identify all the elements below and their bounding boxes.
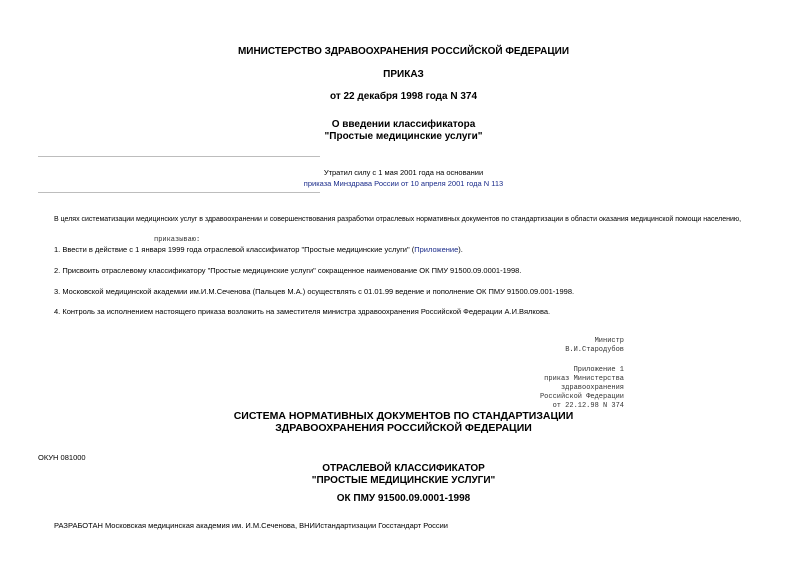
classifier-code: ОК ПМУ 91500.09.0001-1998	[336, 493, 471, 504]
item-4: 4. Контроль за исполнением настоящего приказа возложить на заместителя министра здравоохранения Российской Федерации А.И.Вялкова.	[54, 307, 551, 316]
signature-name: В.И.Стародубов	[565, 346, 624, 354]
system-title-line2: ЗДРАВООХРАНЕНИЯ РОССИЙСКОЙ ФЕДЕРАЦИИ	[275, 422, 532, 434]
item-3: 3. Московской медицинской академии им.И.М.Сеченова (Пальцев М.А.) осуществлять с 01.01.99 ведение и пополнение ОК ПМУ 91500.09.001-1998.	[54, 287, 575, 296]
okun-code: ОКУН 081000	[38, 453, 86, 462]
item-1	[54, 245, 463, 254]
status-lost-force: Утратил силу с 1 мая 2001 года на основании	[323, 168, 484, 177]
order-word: приказываю:	[154, 236, 201, 244]
bottom-rule	[38, 192, 320, 193]
item-1-end: ).	[458, 245, 463, 254]
top-rule	[38, 156, 320, 157]
developed-by: РАЗРАБОТАН Московская медицинская академия им. И.М.Сеченова, ВНИИстандартизации Госстандарт России	[54, 521, 448, 530]
appendix-ref-line4: Российской Федерации	[539, 393, 624, 401]
header-date-number: от 22 декабря 1998 года N 374	[329, 91, 478, 102]
item-1-text: 1. Ввести в действие с 1 января 1999 года отраслевой классификатор "Простые медицинские услуги" (	[54, 245, 415, 254]
header-doc-type: ПРИКАЗ	[383, 69, 424, 80]
signature-position: Министр	[594, 337, 624, 345]
appendix-ref-line1: Приложение 1	[573, 366, 624, 374]
appendix-reference	[470, 366, 624, 411]
appendix-ref-line5: от 22.12.98 N 374	[552, 402, 624, 410]
status-basis-link[interactable]: приказа Минздрава России от 10 апреля 2001 года N 113	[303, 179, 504, 188]
signature	[470, 337, 624, 355]
appendix-ref-line2: приказ Министерства	[544, 375, 624, 383]
appendix-link[interactable]: Приложение	[414, 245, 459, 254]
system-title-line1: СИСТЕМА НОРМАТИВНЫХ ДОКУМЕНТОВ ПО СТАНДАРТИЗАЦИИ	[233, 410, 574, 422]
classifier-line2: "ПРОСТЫЕ МЕДИЦИНСКИЕ УСЛУГИ"	[311, 475, 496, 486]
classifier-line1: ОТРАСЛЕВОЙ КЛАССИФИКАТОР	[322, 463, 485, 474]
item-2: 2. Присвоить отраслевому классификатору "Простые медицинские услуги" сокращенное наименование ОК ПМУ 91500.09.0001-1998.	[54, 266, 522, 275]
header-title-line2: "Простые медицинские услуги"	[324, 131, 483, 142]
preamble: В целях систематизации медицинских услуг в здравоохранении и совершенствования разработки отраслевых нормативных документов по стандартизации в области оказания медицинской помощи населению,	[54, 216, 742, 223]
header-ministry: МИНИСТЕРСТВО ЗДРАВООХРАНЕНИЯ РОССИЙСКОЙ ФЕДЕРАЦИИ	[237, 46, 570, 57]
header-title-line1: О введении классификатора	[331, 119, 476, 130]
appendix-ref-line3: здравоохранения	[560, 384, 624, 392]
